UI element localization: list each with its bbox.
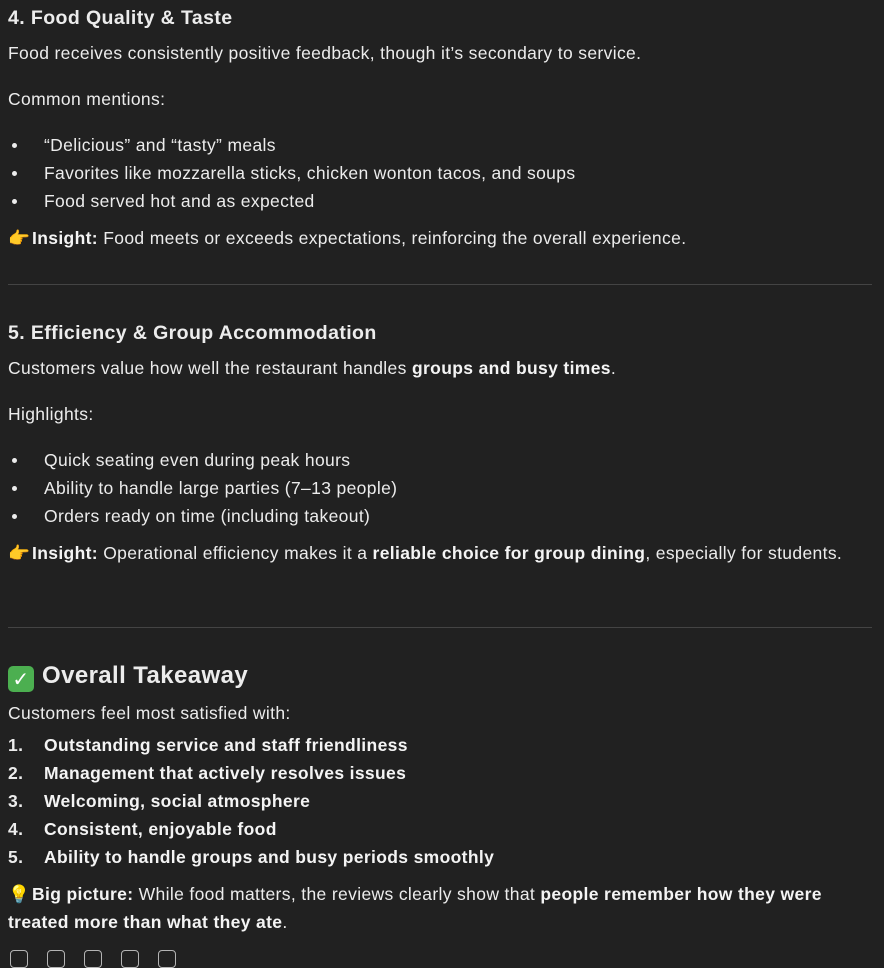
section-heading: 5. Efficiency & Group Accommodation	[8, 322, 377, 344]
list-item: Favorites like mozzarella sticks, chicken wonton tacos, and soups	[8, 159, 868, 187]
highlights-list	[8, 446, 868, 530]
item-text: Welcoming, social atmosphere	[44, 791, 311, 811]
insight-bold: reliable choice for group dining	[372, 543, 646, 563]
intro-text: Customers value how well the restaurant handles	[8, 358, 412, 378]
list-item: Quick seating even during peak hours	[8, 446, 868, 474]
item-number: 4.	[8, 819, 24, 839]
item-text: Consistent, enjoyable food	[44, 819, 277, 839]
section-food-quality	[8, 5, 232, 31]
big-picture-text: While food matters, the reviews clearly show that	[133, 884, 541, 904]
copy-icon[interactable]	[10, 950, 28, 968]
insight-label: Insight:	[32, 543, 98, 563]
list-item	[8, 815, 868, 843]
item-number: 3.	[8, 791, 24, 811]
takeaway-list	[8, 731, 868, 871]
section-intro: Food receives consistently positive feedback, though it’s secondary to service.	[8, 43, 642, 63]
big-picture-bold: people remember how they were treated more than what they ate	[8, 884, 822, 932]
insight-label: Insight:	[32, 228, 98, 248]
list-item	[8, 843, 868, 871]
list-item	[8, 759, 868, 787]
pointing-hand-icon: 👉	[8, 228, 31, 248]
section-intro	[8, 354, 868, 382]
list-item: Food served hot and as expected	[8, 187, 868, 215]
list-item: “Delicious” and “tasty” meals	[8, 131, 868, 159]
item-text: Outstanding service and staff friendliness	[44, 735, 408, 755]
message-actions-toolbar	[10, 950, 176, 968]
item-number: 1.	[8, 735, 24, 755]
insight-post: , especially for students.	[645, 543, 843, 563]
takeaway-heading	[8, 660, 248, 692]
list-item	[8, 787, 868, 815]
light-bulb-icon: 💡	[8, 884, 31, 904]
list-item: Ability to handle large parties (7–13 people)	[8, 474, 868, 502]
takeaway-title: Overall Takeaway	[42, 662, 249, 689]
intro-post: .	[610, 358, 617, 378]
list-label: Common mentions:	[8, 89, 166, 109]
intro-bold: groups and busy times	[411, 358, 611, 378]
item-text: Management that actively resolves issues	[44, 763, 407, 783]
big-picture-label: Big picture:	[32, 884, 134, 904]
insight	[8, 539, 868, 567]
item-number: 2.	[8, 763, 24, 783]
takeaway-intro: Customers feel most satisfied with:	[8, 703, 291, 723]
section-heading: 4. Food Quality & Taste	[8, 7, 233, 29]
share-icon[interactable]	[121, 950, 139, 968]
item-number: 5.	[8, 847, 24, 867]
big-picture-post: .	[282, 912, 288, 932]
insight-text: Food meets or exceeds expectations, reinforcing the overall experience.	[97, 228, 687, 248]
divider	[8, 627, 872, 628]
list-label: Highlights:	[8, 404, 94, 424]
thumbs-down-icon[interactable]	[84, 950, 102, 968]
pointing-hand-icon: 👉	[8, 543, 31, 563]
mentions-list	[8, 131, 868, 215]
big-picture	[8, 880, 858, 936]
divider	[8, 284, 872, 285]
item-text: Ability to handle groups and busy periods smoothly	[44, 847, 495, 867]
insight-text: Operational efficiency makes it a	[97, 543, 373, 563]
list-item	[8, 731, 868, 759]
thumbs-up-icon[interactable]	[47, 950, 65, 968]
insight	[8, 224, 868, 252]
check-mark-icon: ✓	[8, 666, 34, 692]
regenerate-icon[interactable]	[158, 950, 176, 968]
list-item: Orders ready on time (including takeout)	[8, 502, 868, 530]
